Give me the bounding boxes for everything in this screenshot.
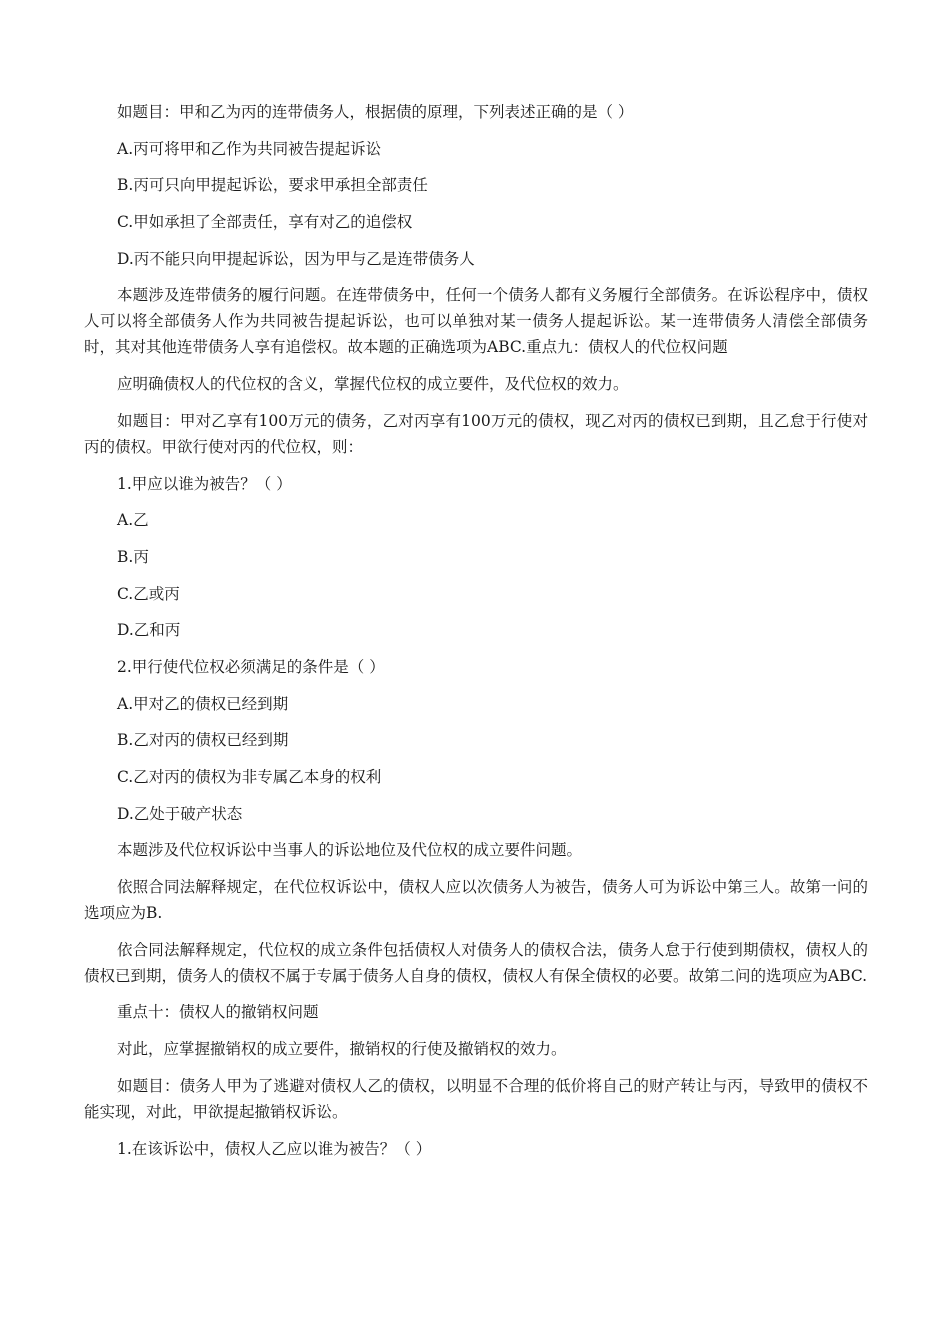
question-intro-joint-debt: 如题目：甲和乙为丙的连带债务人，根据债的原理，下列表述正确的是（ ） [117, 103, 634, 121]
explanation-subrogation-intro: 本题涉及代位权诉讼中当事人的诉讼地位及代位权的成立要件问题。 [117, 841, 583, 860]
question-intro-subrogation: 如题目：甲对乙享有100万元的债务，乙对丙享有100万元的债权，现乙对丙的债权已到期，且乙怠于行使对丙的债权。甲欲行使对丙的代位权，则： [84, 411, 868, 456]
section-heading-revocation: 重点十：债权人的撤销权问题 [117, 1003, 319, 1022]
option-d: D.乙处于破产状态 [117, 804, 243, 823]
document-body [84, 99, 868, 1172]
explanation-joint-debt: 本题涉及连带债务的履行问题。在连带债务中，任何一个债务人都有义务履行全部债务。在诉讼程序中，债权人可以将全部债务人作为共同被告提起诉讼，也可以单独对某一债务人提起诉讼。某一连带债务人清偿全部债务时，其对其他连带债务人享有追偿权。故本题的正确选项为ABC.重点九：债权人的代位权问题 [84, 286, 868, 357]
option-a: A.丙可将甲和乙作为共同被告提起诉讼 [117, 139, 382, 158]
option-a: A.甲对乙的债权已经到期 [117, 694, 289, 713]
option-d: D.丙不能只向甲提起诉讼，因为甲与乙是连带债务人 [117, 249, 475, 268]
option-c: C.乙或丙 [117, 584, 180, 603]
option-b: B.丙 [117, 547, 149, 566]
option-c: C.乙对丙的债权为非专属乙本身的权利 [117, 768, 382, 786]
option-d: D.乙和丙 [117, 621, 181, 640]
question-1: 1.甲应以谁为被告？（ ） [117, 474, 292, 493]
option-a: A.乙 [117, 511, 149, 530]
revocation-overview: 对此，应掌握撤销权的成立要件，撤销权的行使及撤销权的效力。 [117, 1040, 567, 1059]
subrogation-overview: 应明确债权人的代位权的含义，掌握代位权的成立要件，及代位权的效力。 [117, 375, 629, 394]
question-2: 2.甲行使代位权必须满足的条件是（ ） [117, 657, 385, 676]
question-intro-revocation: 如题目：债务人甲为了逃避对债权人乙的债权，以明显不合理的低价将自己的财产转让与丙，导致甲的债权不能实现，对此，甲欲提起撤销权诉讼。 [84, 1076, 868, 1121]
option-c: C.甲如承担了全部责任，享有对乙的追偿权 [117, 213, 413, 232]
explanation-question-2: 依合同法解释规定，代位权的成立条件包括债权人对债务人的债权合法，债务人怠于行使到期债权，债权人的债权已到期，债务人的债权不属于专属于债务人自身的债权，债权人有保全债权的必要。故第二问的选项应为ABC. [84, 940, 868, 985]
question-1: 1.在该诉讼中，债权人乙应以谁为被告？（ ） [117, 1139, 432, 1158]
option-b: B.乙对丙的债权已经到期 [117, 731, 289, 750]
explanation-question-1: 依照合同法解释规定，在代位权诉讼中，债权人应以次债务人为被告，债务人可为诉讼中第三人。故第一问的选项应为B. [84, 878, 868, 923]
option-b: B.丙可只向甲提起诉讼，要求甲承担全部责任 [117, 176, 428, 195]
